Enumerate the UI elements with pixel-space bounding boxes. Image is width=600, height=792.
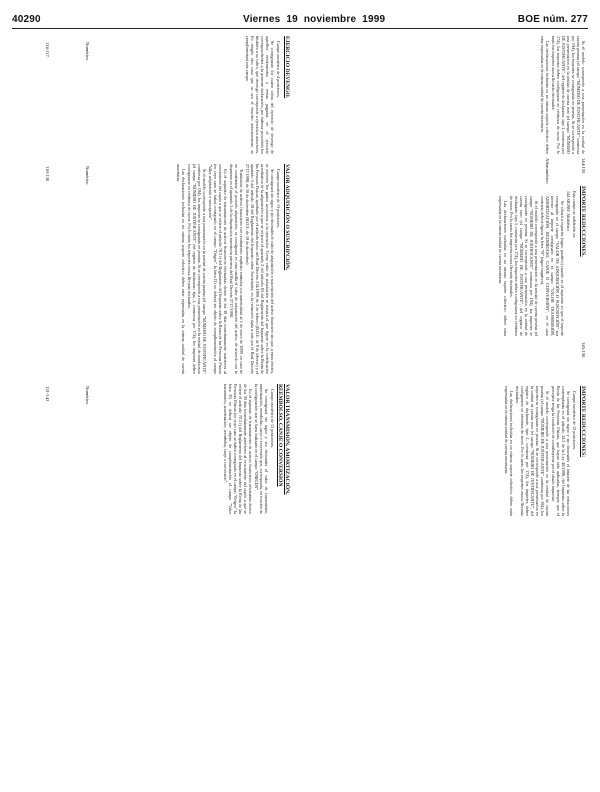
column-transmision — [222, 384, 290, 514]
rotated-page-content — [10, 36, 590, 781]
field-range: 131-143 — [45, 386, 50, 402]
page-header — [0, 0, 600, 30]
paragraph: Campo numérico de 4 posiciones. — [276, 41, 282, 98]
paragraph: Campo numérico de 12 posiciones. — [572, 391, 578, 450]
section-title: VALOR TRANSMISIÓN, AMORTIZACIÓN, REEMBOLSO, CANJE O CONVERSIÓN — [277, 384, 290, 495]
page-number: 40290 — [12, 14, 41, 25]
paragraph: Si el modelo corresponde a una presentación en la unidad de cuenta pesetas (el campo "NÚMERO DE JUSTIFICANTE" comienza por 194), los importes se consignarán en pesetas. Si se corresponde a una presentación en la unidad de cuenta euro (el campo "NÚMERO DE JUSTIFICANTE", del registro de declarante, tipo 1, comienza por 174), los importes deben configurarse en céntimos de euros. Por lo tanto los importes nunca llevarán decimales. — [550, 36, 586, 154]
paragraph: 144 SIGNO: Alfabético — [566, 191, 572, 231]
column-importe — [503, 386, 586, 516]
field-type: Numérico — [85, 386, 90, 405]
column-ejercicio — [244, 36, 290, 154]
paragraph: En el supuesto de transmisiones de activos financieros efectuadas dentro de los 30 días inmediatamente anteriores al vencimiento del cupón a que se refiere el artículo 70.3 f) del Reglamento del Impuesto sobre la Renta de las Personas Físicas (en cuyo caso se habrá consignado en el campo "Origen" la letra D) no deberá ser objeto de cumplimentación el campo "Valor transmisión, amortización, reembolso, canje o conversión". — [222, 384, 253, 514]
publication-date: Viernes 19 noviembre 1999 — [243, 14, 386, 25]
field-type-alfanumerico: Alfanumérico — [545, 158, 550, 184]
paragraph: Se consignarán los cuatro cifras del ejercicio de devengo de aquellos rendimientos o rentas pagadas en el ejercicio correspondientes a la presente declaración, por haberse procedido los titulares a su cobro, que devengo corresponde a ejercicios anteriores. En ningún otro caso que no sea el descrito anteriormente, se cumplimentará este campo. — [245, 36, 276, 154]
paragraph: Las declaraciones incluidas en un mismo soporte colectivo deben estar expresadas en la misma unidad de cuenta monetaria. — [539, 36, 550, 154]
paragraph: Se consignará sin signo y sin decimales el importe de las reducciones contempladas en el artículo 24.2 de la Ley 40/1998, del Impuesto sobre la Renta de las Personas Físicas, que hayan sido aplicadas, siempre que el perceptor tenga la condición de contribuyente por el citado impuesto. — [551, 386, 572, 516]
paragraph: Las declaraciones incluidas en un mismo soporte colectivo deben estar expresadas en la misma unidad de cuenta monetaria. — [175, 164, 186, 374]
paragraph: Si el modelo corresponde a una presentación en la unidad de cuenta pesetas (el campo "NÚMERO DE JUSTIFICANTE" comienza por 194), los importes se consignarán en pesetas. Si se corresponde a una presentación en la unidad de cuenta euro (el campo "NÚMERO DE JUSTIFICANTE", del registro de declarante, tipo 1, comienza por 174), los importes deben configurarse en céntimos de euros. Por lo tanto los importes nunca llevarán decimales. — [514, 386, 551, 516]
field-range-145: 145-156 — [581, 342, 586, 358]
field-type: Numérico — [85, 42, 90, 61]
field-range: 114-117 — [45, 42, 50, 57]
paragraph: Las declaraciones incluidas en un mismo soporte colectivo, deben estar expresadas en la misma unidad de cuenta monetaria. — [503, 386, 514, 516]
paragraph: Campo numérico de 13 posiciones. — [270, 389, 275, 448]
column-reducciones — [497, 186, 586, 336]
paragraph: Las declaraciones incluidas en un mismo soporte colectivo, deben estar expresadas en la misma unidad de cuenta monetaria. — [497, 196, 508, 336]
column-adquisicion — [175, 164, 290, 374]
field-range-144: 144-155 — [581, 158, 586, 174]
paragraph: Tratándose de activos financieros con rendimiento explícito emitidos con anterioridad al 1 de enero de 1999, en caso de no constituirse el procedo adquisición, se consignará en esta casilla el valor de adquisición del activo, de acuerdo con lo dispuesto en el apartado 5 de la disposición transitoria primera del Real Decreto 2717/1998. — [229, 164, 245, 374]
section-title: IMPORTE REDUCCIONES: — [580, 386, 586, 458]
paragraph: Si el modelo corresponde a una presentación en la unidad de cuenta pesetas (el campo "NÚMERO DE JUSTIFICANTE" comienza por 194), los importes se consignarán en pesetas. Si se corresponde a una presentación en la unidad de cuenta euro (el campo "NÚMERO DE JUSTIFICANTE", del registro de declarante, tipo 1, comienza por 174), los importes deben configurarse en céntimos de euros. Por lo tanto los importes nunca llevarán decimales. — [508, 196, 540, 336]
paragraph: Campo numérico de 13 posiciones. — [276, 169, 282, 228]
paragraph: Se consignará sin signo y sin decimales el valor de transmisión, amortización, reembolso, canje o conversión que, corresponda, en función de la configuración que se haya realizado en el campo "ORIGEN". — [253, 384, 269, 514]
section-title: EJERCICIO DEVENGO. — [284, 36, 290, 99]
paragraph: En el supuesto de transmisiones de activos financieros efectuadas dentro de los 30 días inmediatamente anteriores al vencimiento del cupón a que se refiere el artículo 70.3 f) del Reglamento del Impuesto sobre la Renta de las Personas Físicas (en cuyo caso se habrá consignado en el campo "Origen" la letra D) no deberá ser objeto de cumplimentación el campo "Valor adquisición o suscripción". — [207, 164, 229, 374]
header-rule — [12, 28, 588, 29]
paragraph: Se consignará sin signo y sin decimales el valor de adquisición o suscripción del activo financiero sin que, a estos efectos, se minoren los gastos accesorios a la operación. Como valor de adquisición se tomará el que figure en la certificación acreditativa de la adquisición a que se refieren el apartado 2 del artículo 83 del Reglamento del Impuesto sobre la Renta de las Personas Físicas, aprobado por el artículo único del Real Decreto 214/1999, de 5 de febrero (B.O.E. de 9 de febrero) y el apartado 5 del artículo 59 del Reglamento del Impuesto sobre Sociedades, en la redacción dada a este por el Real Decreto 2717/1998, de 18 de diciembre (B.O.E. de 19 de diciembre). — [245, 164, 276, 374]
column-range-b — [580, 342, 586, 382]
section-title: VALOR ADQUISICIÓN O SUSCRIPCIÓN. — [284, 164, 290, 271]
field-range: 118-130 — [45, 166, 50, 182]
paragraph: Se cifrará a espacios (signo positivo) cuando en el supuesto en que el importe consignado en el campo "VALOR DE ADQUISICIÓN O SUSCRIPCIÓN" sea inferior al importe consignado en el campo "VALOR TRANSMISIÓN, AMORTIZACIÓN, REEMBOLSO, CANJE O CONVERSIÓN", en el caso contrario deberá figurar la letra "N" (signo negativo). — [540, 196, 566, 336]
journal-issue: BOE núm. 277 — [517, 14, 588, 25]
section-title: IMPORTE REDUCCIONES. — [580, 186, 586, 257]
paragraph: Este campo se subdivide en: — [572, 191, 578, 239]
column-intro — [539, 36, 586, 154]
field-type: Numérico — [85, 166, 90, 185]
paragraph: Si el modelo corresponde a una presentación en la unidad de cuenta pesetas (el campo "NÚMERO DE JUSTIFICANTE" comienza por 194), los importes se consignarán en pesetas. Si se corresponde a una presentación en la unidad de cuenta euro (el campo "NÚMERO DE JUSTIFICANTE" del registro de declarante, tipo 1, comienza por 174), los importes deben configurarse en céntimos de euros. Por lo tanto los importes nunca llevarán decimales. — [186, 164, 207, 374]
